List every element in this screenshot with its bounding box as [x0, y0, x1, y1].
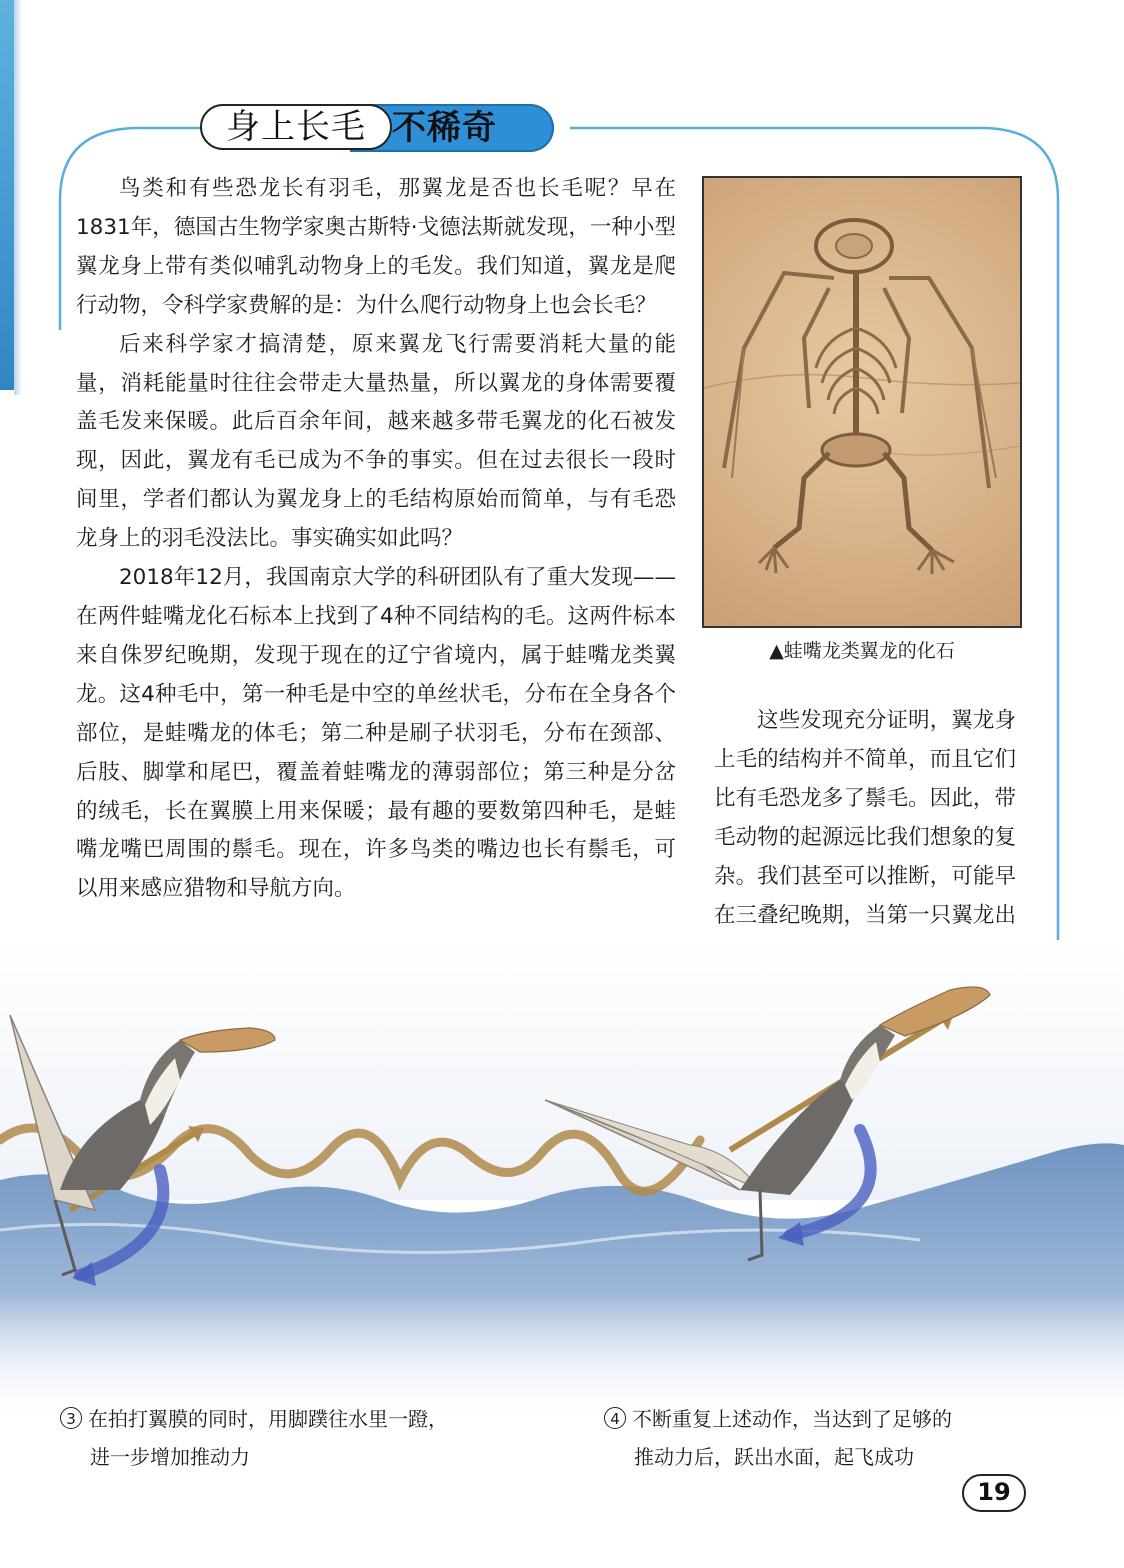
pterosaur-takeoff-illustration: [0, 940, 1124, 1420]
conclusion-text: [714, 702, 1016, 974]
step-4-line2: 推动力后，跃出水面，起飞成功: [634, 1445, 914, 1469]
section-title-pill: [200, 104, 392, 150]
step-3-line2: 进一步增加推动力: [90, 1445, 250, 1469]
page-number: 19: [962, 1474, 1026, 1512]
fossil-image-caption: ▲蛙嘴龙类翼龙的化石: [769, 640, 955, 662]
conclusion-paragraph: 这些发现充分证明，翼龙身上毛的结构并不简单，而且它们比有毛恐龙多了鬃毛。因此，带毛动物的起源远比我们想象的复杂。我们甚至可以推断，可能早在三叠纪晚期，当第一只翼龙出: [714, 708, 1016, 928]
step-3-caption: [60, 1400, 540, 1476]
step-number-badge: 4: [604, 1407, 626, 1429]
step-4-caption: [604, 1400, 1044, 1476]
article-paragraph: 鸟类和有些恐龙长有羽毛，那翼龙是否也长毛呢？早在1831年，德国古生物学家奥古斯特·戈德法斯就发现，一种小型翼龙身上带有类似哺乳动物身上的毛发。我们知道，翼龙是爬行动物，令科学家费解的是：为什么爬行动物身上也会长毛？: [76, 176, 676, 318]
section-title-part2: 不稀奇: [392, 108, 497, 148]
main-article-text: [76, 170, 676, 909]
section-title-part1: 身上长毛: [226, 107, 366, 147]
step-number-badge: 3: [60, 1407, 82, 1429]
step-3-line1: 在拍打翼膜的同时，用脚蹼往水里一蹬，: [88, 1407, 448, 1431]
article-paragraph: 后来科学家才搞清楚，原来翼龙飞行需要消耗大量的能量，消耗能量时往往会带走大量热量，所以翼龙的身体需要覆盖毛发来保暖。此后百余年间，越来越多带毛翼龙的化石被发现，因此，翼龙有毛已成为不争的事实。但在过去很长一段时间里，学者们都认为翼龙身上的毛结构原始而简单，与有毛恐龙身上的羽毛没法比。事实确实如此吗？: [76, 331, 676, 552]
article-paragraph: 2018年12月，我国南京大学的科研团队有了重大发现——在两件蛙嘴龙化石标本上找到了4种不同结构的毛。这两件标本来自侏罗纪晚期，发现于现在的辽宁省境内，属于蛙嘴龙类翼龙。这4种毛中，第一种毛是中空的单丝状毛，分布在全身各个部位，是蛙嘴龙的体毛；第二种是刷子状羽毛，分布在颈部、后肢、脚掌和尾巴，覆盖着蛙嘴龙的薄弱部位；第三种是分岔的绒毛，长在翼膜上用来保暖；最有趣的要数第四种毛，是蛙嘴龙嘴巴周围的鬃毛。现在，许多鸟类的嘴边也长有鬃毛，可以用来感应猎物和导航方向。: [76, 565, 676, 902]
pterosaur-fossil-image: [702, 176, 1022, 628]
step-4-line1: 不断重复上述动作，当达到了足够的: [632, 1407, 952, 1431]
fossil-skeleton-drawing: [704, 178, 1020, 626]
